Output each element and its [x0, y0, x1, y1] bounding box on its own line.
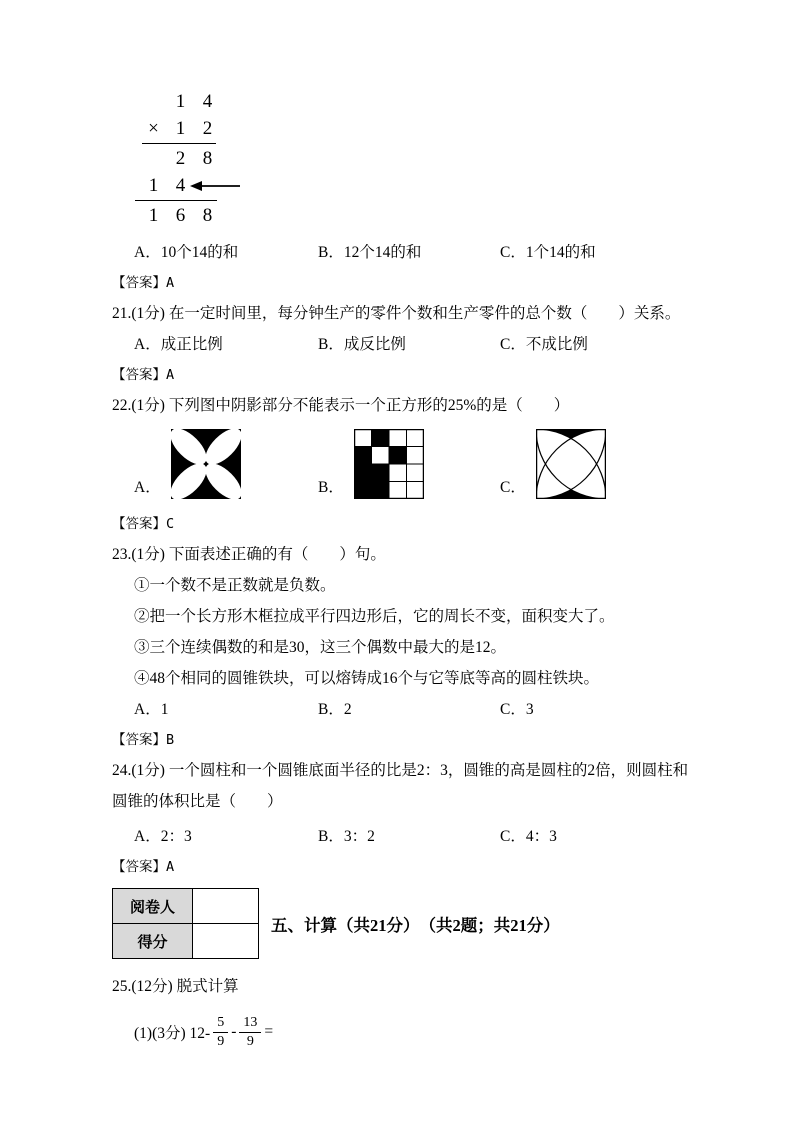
fraction-5-9 — [213, 1014, 228, 1050]
mult-row-result — [140, 202, 694, 229]
option-b: B．12个14的和 — [318, 244, 422, 261]
mult-row-partial1 — [140, 145, 694, 172]
multiplication-figure — [140, 88, 694, 229]
q22-text: 22.(1分) 下列图中阴影部分不能表示一个正方形的25%的是（ ） — [112, 397, 570, 414]
figure-c-label: C． — [500, 479, 526, 496]
option-a: A．10个14的和 — [134, 244, 239, 261]
denominator: 9 — [246, 1033, 254, 1049]
figure-c-arcs-image — [536, 429, 606, 499]
score-value-cell — [193, 924, 259, 959]
option-a: A．1 — [134, 701, 169, 718]
q23-statement-3: ③三个连续偶数的和是30，这三个偶数中最大的是12。 — [134, 639, 507, 656]
figure-b-grid-image — [354, 429, 424, 499]
section-five-heading: 五、计算（共21分） （共2题；共21分） — [271, 915, 560, 935]
mult-result-line — [135, 200, 217, 201]
digit: 4 — [175, 175, 186, 196]
score-section-row — [112, 888, 694, 959]
q25-expression — [112, 1014, 694, 1050]
expr-prefix: (1)(3分) 12- — [134, 1025, 211, 1042]
fraction-13-9 — [239, 1014, 261, 1050]
option-c: C．4：3 — [500, 828, 557, 845]
digit: 1 — [175, 91, 186, 112]
digit: 1 — [175, 118, 186, 139]
q23-statement-1: ①一个数不是正数就是负数。 — [134, 577, 336, 594]
q25-text: 25.(12分) 脱式计算 — [112, 978, 239, 995]
q24-answer: 【答案】A — [112, 859, 175, 875]
mult-row-multiplicand — [140, 88, 694, 115]
digit: 1 — [148, 175, 159, 196]
minus-sign: - — [231, 1023, 237, 1040]
digit: 4 — [202, 91, 213, 112]
digit: 1 — [148, 205, 159, 226]
digit: 8 — [202, 205, 213, 226]
q21-options — [112, 329, 694, 360]
digit: 2 — [202, 118, 213, 139]
q23-text: 23.(1分) 下面表述正确的有（ ）句。 — [112, 546, 386, 563]
q23-statement-4: ④48个相同的圆锥铁块，可以熔铸成16个与它等底等高的圆柱铁块。 — [134, 670, 600, 687]
equals-sign: = — [264, 1023, 274, 1040]
mult-row-multiplier — [140, 115, 694, 142]
option-b: B．成反比例 — [318, 336, 406, 353]
digit: 6 — [175, 205, 186, 226]
left-arrow-icon — [188, 179, 244, 193]
option-c: C．不成比例 — [500, 336, 588, 353]
figure-a-label: A． — [134, 479, 161, 496]
denominator: 9 — [217, 1033, 225, 1049]
table-row — [113, 924, 259, 959]
option-b: B．2 — [318, 701, 352, 718]
grader-value-cell — [193, 889, 259, 924]
q23-options — [112, 694, 694, 725]
mult-rule-line — [142, 143, 216, 144]
numerator: 5 — [213, 1014, 228, 1033]
figure-b-label: B． — [318, 479, 344, 496]
q22-figures — [112, 425, 694, 499]
multiply-sign: × — [148, 118, 159, 139]
score-label-cell: 得分 — [113, 924, 193, 959]
digit: 2 — [175, 148, 186, 169]
figure-a-cell — [134, 425, 318, 499]
figure-c-cell — [500, 425, 694, 499]
option-c: C．3 — [500, 701, 534, 718]
q21-answer: 【答案】A — [112, 367, 175, 383]
score-table — [112, 888, 259, 959]
digit: 8 — [202, 148, 213, 169]
mult-row-partial2 — [140, 172, 694, 199]
table-row — [113, 889, 259, 924]
q23-statement-2: ②把一个长方形木框拉成平行四边形后，它的周长不变，面积变大了。 — [134, 608, 615, 625]
q24-text: 24.(1分) 一个圆柱和一个圆锥底面半径的比是2：3，圆锥的高是圆柱的2倍，则圆柱和圆锥的体积比是（ ） — [112, 762, 689, 810]
q23-answer: 【答案】B — [112, 732, 175, 748]
numerator: 13 — [239, 1014, 261, 1033]
q21-text: 21.(1分) 在一定时间里，每分钟生产的零件个数和生产零件的总个数（ ）关系。 — [112, 305, 681, 322]
option-c: C．1个14的和 — [500, 244, 596, 261]
figure-b-cell — [318, 425, 500, 499]
figure-a-petals-image — [171, 429, 241, 499]
q22-answer: 【答案】C — [112, 516, 175, 532]
option-b: B．3：2 — [318, 828, 375, 845]
option-a: A．2：3 — [134, 828, 192, 845]
q24-options — [112, 821, 694, 852]
option-a: A．成正比例 — [134, 336, 223, 353]
grader-label-cell: 阅卷人 — [113, 889, 193, 924]
q20-answer: 【答案】A — [112, 275, 175, 291]
q20-options — [112, 237, 694, 268]
